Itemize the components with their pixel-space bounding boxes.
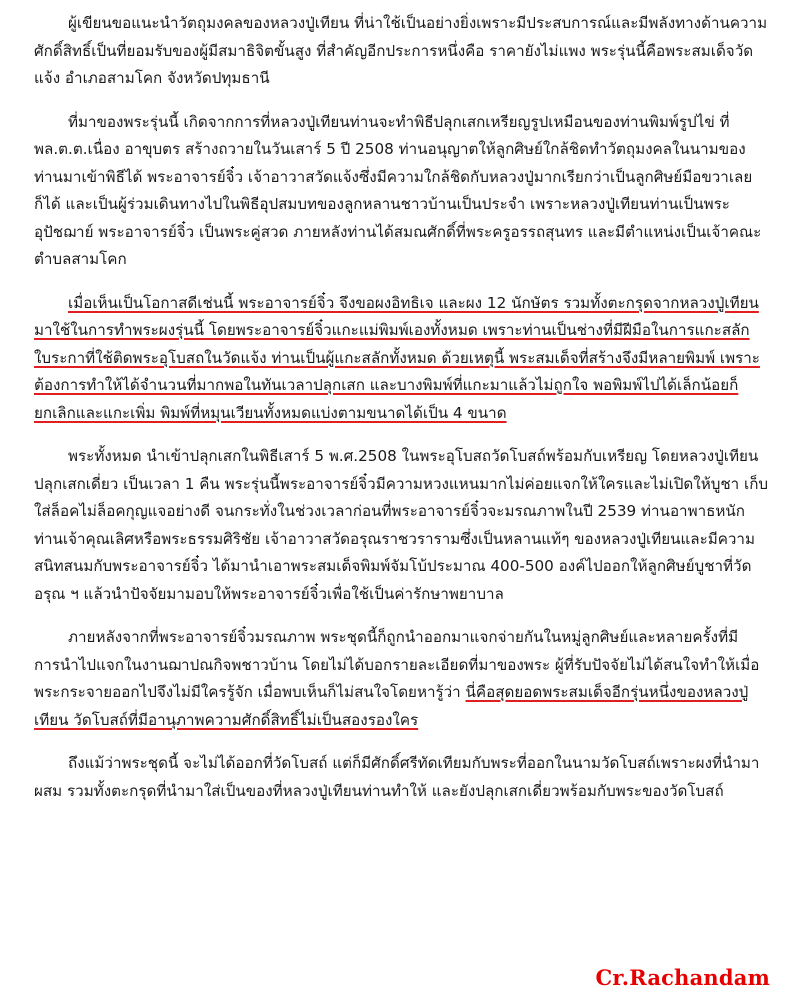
paragraph-1: ผู้เขียนขอแนะนำวัตถุมงคลของหลวงปู่เทียน ที่น่าใช้เป็นอย่างยิ่งเพราะมีประสบการณ์และมีพลังทางด้านความศักดิ์สิทธิ์เป็นที่ยอมรับของผู้มีสมาธิจิตขั้นสูง ที่สำคัญอีกประการหนึ่งคือ ราคายังไม่แพง พระรุ่นนี้คือพระสมเด็จวัดแจ้ง อำเภอสามโคก จังหวัดปทุมธานี: [34, 14, 768, 87]
highlighted-text-2: ภายหลังจากที่พระอาจารย์จิ๋วมรณภาพ พระชุดนี้ก็ถูกนำออกมาแจกจ่ายกันในหมู่ลูกศิษย์และหลายครั้งที่มีการนำไปแจกในงานฌาปณกิจพชาวบ้าน โดยไม่ได้บอกรายละเอียดที่มาของพระ ผู้ที่รับปัจจัยไม่ได้สนใจทำให้เมื่อพระกระจายออกไปจึงไม่มีใครรู้จัก เมื่อพบเห็นก็ไม่สนใจโดยหารู้ว่า นี่คือสุดยอดพระสมเด็จอีกรุ่นหนึ่งของหลวงปู่เทียน วัดโบสถ์ที่มีอานุภาพความศักดิ์สิทธิ์ไม่เป็นสองรองใคร: [34, 628, 760, 729]
underlined-phrase: นี่คือสุดยอดพระสมเด็จอีกรุ่นหนึ่งของหลวงปู่เทียน วัดโบสถ์ที่มีอานุภาพความศักดิ์สิทธิ์ไม่เป็นสองรองใคร: [34, 683, 749, 729]
paragraph-5: [34, 624, 772, 734]
paragraph-2: ที่มาของพระรุ่นนี้ เกิดจากการที่หลวงปู่เทียนท่านจะทำพิธีปลุกเสกเหรียญรูปเหมือนของท่านพิมพ์รูปไข่ ที่ พล.ต.ต.เนื่อง อาขุบตร สร้างถวายในวันเสาร์ 5 ปี 2508 ท่านอนุญาตให้ลูกศิษย์ใกล้ชิดทำวัตถุมงคลในนามของท่านมาเข้าพิธีได้ พระอาจารย์จิ๋ว เจ้าอาวาสวัดแจ้งซึ่งมีความใกล้ชิดกับหลวงปู่มากเรียกว่าเป็นลูกศิษย์มือขวาเลยก็ได้ และเป็นผู้ร่วมเดินทางไปในพิธีอุปสมบทของลูกหลานชาวบ้านเป็นประจำ เพราะหลวงปู่เทียนท่านเป็นพระอุปัชฌาย์ พระอาจารย์จิ๋ว เป็นพระคู่สวด ภายหลังท่านได้สมณศักดิ์ที่พระครูอรรถสุนทร และมีตำแหน่งเป็นเจ้าคณะตำบลสามโคก: [34, 112, 762, 268]
highlighted-text-1: เมื่อเห็นเป็นโอกาสดีเช่นนี้ พระอาจารย์จิ๋ว จึงขอผงอิทธิเจ และผง 12 นักษัตร รวมทั้งตะกรุดจากหลวงปู่เทียนมาใช้ในการทำพระผงรุ่นนี้ โดยพระอาจารย์จิ๋วแกะแม่พิมพ์เองทั้งหมด เพราะท่านเป็นช่างที่มีฝีมือในการแกะสลัก ใบระกาที่ใช้ติดพระอุโบสถในวัดแจ้ง ท่านเป็นผู้แกะสลักทั้งหมด ด้วยเหตุนี้ พระสมเด็จที่สร้างจึงมีหลายพิมพ์ เพราะต้องการทำให้ได้จำนวนที่มากพอในทันเวลาปลุกเสก และบางพิมพ์ที่แกะมาแล้วไม่ถูกใจ พอพิมพ์ไปได้เล็กน้อยก็ยกเลิกและแกะเพิ่ม พิมพ์ที่หมุนเวียนทั้งหมดแบ่งตามขนาดได้เป็น 4 ขนาด: [34, 293, 760, 422]
paragraph-4: พระทั้งหมด นำเข้าปลุกเสกในพิธีเสาร์ 5 พ.ศ.2508 ในพระอุโบสถวัดโบสถ์พร้อมกับเหรียญ โดยหลวงปู่เทียนปลุกเสกเดี่ยว เป็นเวลา 1 คืน พระรุ่นนี้พระอาจารย์จิ๋วมีความหวงแหนมากไม่ค่อยแจกให้ใครและไม่เปิดให้บูชา เก็บใส่ล็อคไม่ล็อคกุญแจอย่างดี จนกระทั่งในช่วงเวลาก่อนที่พระอาจารย์จิ๋วจะมรณภาพในปี 2539 ท่านอาพาธหนัก ท่านเจ้าคุณเลิศหรือพระธรรมศิริชัย เจ้าอาวาสวัดอรุณราชวรารามซึ่งเป็นหลานแท้ๆ ของหลวงปู่เทียนและมีความสนิทสนมกับพระอาจารย์จิ๋ว ได้มานำเอาพระสมเด็จพิมพ์จัมโบ้ประมาณ 400-500 องค์ไปออกให้ลูกศิษย์บูชาที่วัดอรุณ ฯ แล้วนำปัจจัยมามอบให้พระอาจารย์จิ๋วเพื่อใช้เป็นค่ารักษาพยาบาล: [34, 447, 769, 603]
paragraph-6: ถึงแม้ว่าพระชุดนี้ จะไม่ได้ออกที่วัดโบสถ์ แต่ก็มีศักดิ์ศรีทัดเทียมกับพระที่ออกในนามวัดโบสถ์เพราะผงที่นำมาผสม รวมทั้งตะกรุดที่นำมาใส่เป็นของที่หลวงปู่เทียนท่านทำให้ และยังปลุกเสกเดี่ยวพร้อมกับพระของวัดโบสถ์: [34, 754, 760, 800]
credit-watermark: Cr.Rachandam: [595, 965, 770, 990]
paragraph-3: [34, 290, 772, 428]
